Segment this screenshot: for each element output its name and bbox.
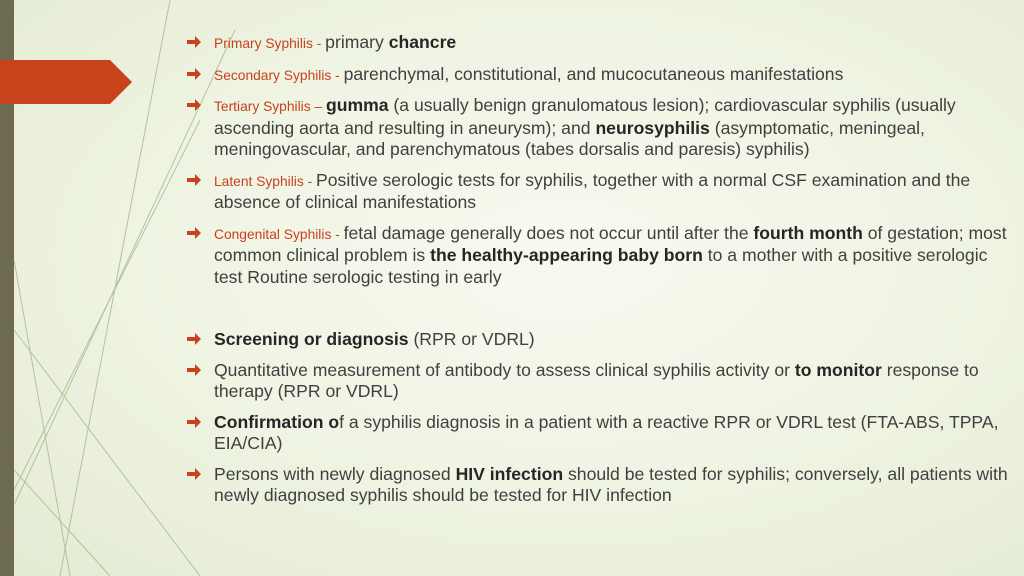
arrow-right-icon	[186, 35, 202, 49]
bullet-bold-text: neurosyphilis	[595, 117, 710, 138]
bullet-secondary-syphilis	[186, 64, 1016, 87]
section-spacer	[186, 297, 1016, 329]
bullet-label: Secondary Syphilis -	[214, 67, 344, 83]
bullet-text: primary	[325, 32, 389, 52]
arrow-right-icon	[186, 98, 202, 112]
bullet-text: (RPR or VDRL)	[408, 329, 535, 349]
bullet-bold-text: chancre	[388, 32, 457, 52]
bullet-quantitative-measurement	[186, 360, 1016, 403]
bullet-label: Tertiary Syphilis –	[214, 99, 326, 114]
bullet-text: (asymptomatic, meningeal, meningovascular, and parenchymatous (tabes dorsalis and paresis) syphilis)	[214, 117, 925, 159]
arrow-right-icon	[186, 467, 202, 481]
bullet-bold-text: Confirmation o	[214, 411, 340, 432]
bullet-text: to a mother with a positive serologic test Routine serologic testing in early	[214, 245, 988, 287]
title-arrow-shape	[0, 60, 132, 104]
arrow-right-icon	[186, 173, 202, 187]
bullet-text: should be tested for syphilis; conversely, all patients with newly diagnosed syphilis should be tested for HIV infection	[214, 463, 1008, 505]
bullet-confirmation	[186, 412, 1016, 455]
bullet-bold-text: Screening or diagnosis	[214, 329, 409, 349]
bullet-primary-syphilis	[186, 32, 1016, 55]
arrow-right-icon	[186, 363, 202, 377]
bullet-bold-text: HIV infection	[455, 463, 564, 484]
bullet-latent-syphilis	[186, 170, 1016, 214]
bullet-congenital-syphilis	[186, 223, 1016, 289]
bullet-screening	[186, 329, 1016, 351]
bullet-bold-text: the healthy-appearing baby born	[430, 245, 703, 265]
bullet-hiv-testing	[186, 464, 1016, 507]
bullet-tertiary-syphilis	[186, 95, 1016, 161]
bullet-label: Latent Syphilis -	[214, 173, 316, 189]
arrow-right-icon	[186, 415, 202, 429]
bullet-text: f a syphilis diagnosis in a patient with a reactive RPR or VDRL test (FTA-ABS, TPPA, EIA/CIA)	[214, 411, 999, 453]
bullet-bold-text: gumma	[325, 95, 389, 115]
bullet-label: Primary Syphilis -	[214, 36, 326, 51]
left-decor-band	[0, 0, 14, 576]
bullet-text: of gestation; most common clinical problem is	[214, 222, 1007, 265]
bullet-text: response to therapy (RPR or VDRL)	[214, 359, 979, 401]
bullet-text: parenchymal, constitutional, and mucocutaneous manifestations	[343, 63, 844, 84]
arrow-right-icon	[186, 67, 202, 81]
bullet-bold-text: to monitor	[794, 359, 882, 380]
slide-content	[186, 32, 1016, 516]
bullet-text: Persons with newly diagnosed	[214, 463, 456, 484]
bullet-label: Congenital Syphilis -	[214, 226, 344, 242]
bullet-text: fetal damage generally does not occur until after the	[343, 222, 754, 243]
arrow-right-icon	[186, 332, 202, 346]
bullet-text: (a usually benign granulomatous lesion); cardiovascular syphilis (usually ascending aorta and resulting in aneurysm); and	[214, 95, 956, 138]
bullet-text: Positive serologic tests for syphilis, together with a normal CSF examination and the absence of clinical manifestations	[214, 169, 971, 212]
bullet-text: Quantitative measurement of antibody to assess clinical syphilis activity or	[214, 359, 795, 380]
bullet-bold-text: fourth month	[753, 222, 863, 243]
arrow-right-icon	[186, 226, 202, 240]
